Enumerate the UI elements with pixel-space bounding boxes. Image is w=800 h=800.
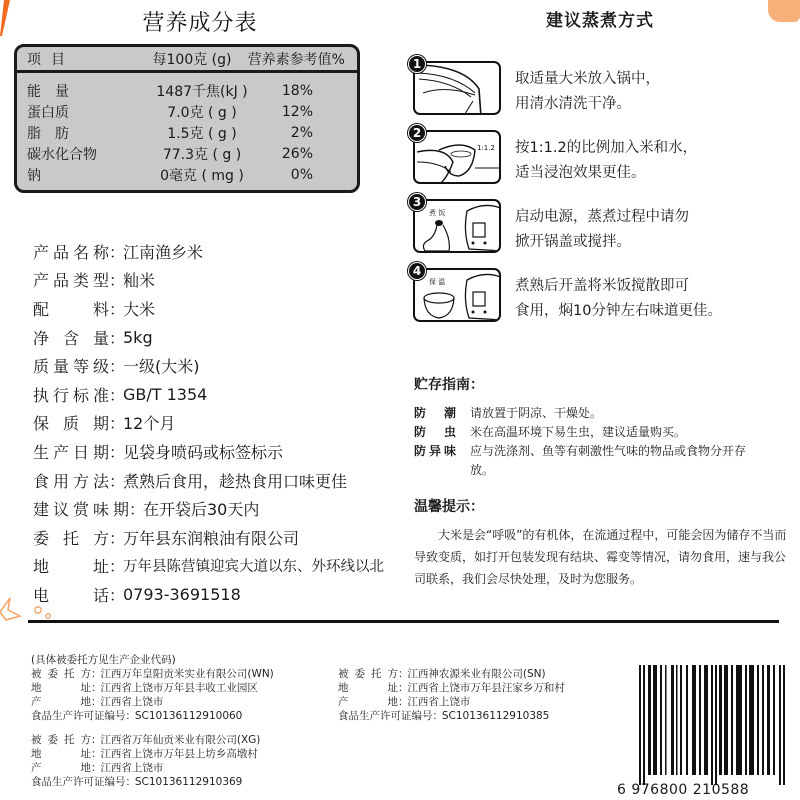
nutrient-amount: 77.3克 ( g ) [162,146,242,163]
nutrition-row [17,143,357,164]
barcode-bars-icon [639,665,789,785]
info-ingredients: 配料 ： 大米 [33,299,156,319]
nutrition-row [17,80,357,101]
storage-item: 防异味 应与洗涤剂、鱼等有刺激性气味的物品或食物分开存放。 [414,444,747,477]
rice-cooker-cook-icon [413,199,501,253]
nutrient-nrv: 12% [281,103,313,120]
product-info [33,237,403,609]
nutrient-amount: 1487千焦(kJ ) [156,83,248,100]
tips-title: 温馨提示： [414,499,484,515]
nutrition-row [17,101,357,122]
cooking-step-2: 2 1:1.2 按1:1.2的比例加入米和水， 适当浸泡效果更佳。 [410,124,790,184]
storage-list [414,404,794,480]
info-usage: 食用方法 ： 煮熟后食用，趁热食用口味更佳 [33,471,348,491]
header-item: 项目 [27,51,75,68]
nutrient-nrv: 26% [281,145,313,162]
nutrition-table [14,44,360,193]
nutrient-amount: 1.5克 ( g ) [167,125,237,142]
manufacturer-wn: 被委托方 ： 江西万年皇阳贡米实业有限公司(WN) 地址 ： 江西省上饶市万年县丰收工业园区 产地 ： 江西省上饶市 食品生产许可证编号 ： SC10136112910060 [31,668,274,722]
storage-item: 防潮 请放置于阴凉、干燥处。 [414,406,603,420]
barcode [617,665,792,798]
info-client: 委托方 ： 万年县东润粮油有限公司 [33,528,300,548]
nutrient-nrv: 2% [290,124,313,141]
nutrition-row [17,122,357,143]
tips-text: 大米是会“呼吸”的有机体，在流通过程中，可能会因为储存不当而导致变质，如打开包装发现有结块、霉变等情况，请勿食用，速与我公司联系，我们会尽快处理，及时为您服务。 [414,528,787,586]
soak-rice-bowl-icon [413,130,501,184]
header-per100g: 每100克 (g) [152,51,232,68]
svg-text:保 温: 保 温 [429,278,446,286]
nutrition-title: 营养成分表 [142,11,258,36]
cooking-step-3: 3 煮 饭 启动电源，蒸煮过程中请勿 掀开锅盖或搅拌。 [410,193,790,253]
nutrient-name: 蛋白质 [27,104,69,121]
storage-title: 贮存指南： [414,377,484,393]
step-number-badge: 2 [408,124,426,142]
wash-rice-bowl-icon [413,61,501,115]
info-net-weight: 净含量 ： 5kg [33,327,153,348]
step-number-badge: 1 [408,55,426,73]
info-production-date: 生产日期 ： 见袋身喷码或标签标示 [33,442,284,462]
step-number-badge: 4 [408,262,426,280]
cooking-title: 建议蒸煮方式 [546,11,654,31]
barcode-number: 6 976800 210588 [617,782,750,798]
manufacturer-xg: 被委托方 ： 江西省万年仙贡米业有限公司(XG) 地址 ： 江西省上饶市万年县上坊乡高墩村 产地 ： 江西省上饶市 食品生产许可证编号 ： SC10136112910369 [31,734,261,788]
nutrition-header [17,47,357,73]
info-product-type: 产品类型 ： 籼米 [33,271,156,291]
info-best-taste-period: 建议赏味期 ： 在开袋后30天内 [33,500,260,520]
nutrient-name: 钠 [27,167,41,184]
cooking-step-4: 4 保 温 煮熟后开盖将米饭搅散即可 食用，焖10分钟左右味道更佳。 [410,262,790,322]
info-phone: 电话 ： 0793-3691518 [33,584,241,605]
svg-text:煮 饭: 煮 饭 [429,209,446,217]
nutrient-nrv: 0% [290,166,313,183]
nutrient-name: 能 量 [27,83,69,100]
cooking-step-1: 1 取适量大米放入锅中， 用清水清洗干净。 [410,55,790,115]
info-standard: 执行标准 ： GB/T 1354 [33,384,208,405]
nutrient-name: 脂 肪 [27,125,69,142]
header-nrv: 营养素参考值% [247,51,345,68]
nutrition-row [17,164,357,185]
info-product-name: 产品名称 ： 江南渔乡米 [33,242,204,262]
nutrient-name: 碳水化合物 [27,146,97,163]
nutrient-amount: 0毫克 ( mg ) [160,167,244,184]
section-divider [28,620,779,623]
nutrient-nrv: 18% [281,82,313,99]
storage-item: 防虫 米在高温环境下易生虫，建议适量购买。 [414,425,687,439]
manufacturer-sn: 被委托方 ： 江西神农源米业有限公司(SN) 地址 ： 江西省上饶市万年县汪家乡万和村 产地 ： 江西省上饶市 食品生产许可证编号 ： SC10136112910385 [338,668,565,722]
info-address: 地址 ： 万年县陈营镇迎宾大道以东、外环线以北 [33,557,384,577]
info-shelf-life: 保质期 ： 12个月 [33,414,176,434]
info-quality-grade: 质量等级 ： 一级(大米) [33,357,200,377]
svg-text:1:1.2: 1:1.2 [477,144,495,152]
rice-cooker-warm-icon [413,268,501,322]
nutrient-amount: 7.0克 ( g ) [167,104,237,121]
manufacturer-note: (具体被委托方见生产企业代码) [31,654,176,666]
step-number-badge: 3 [408,193,426,211]
